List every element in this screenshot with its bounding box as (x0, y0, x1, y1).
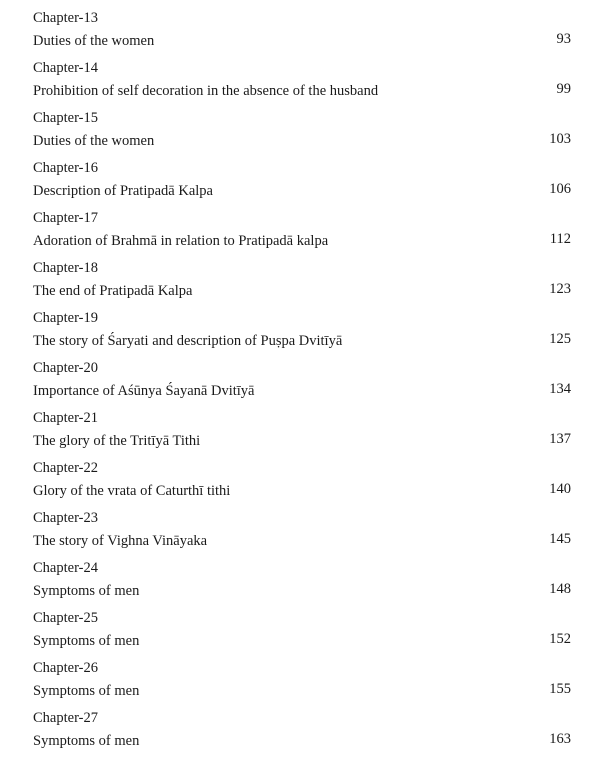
toc-entry-chapter-27 (0, 709, 600, 759)
chapter-title: Duties of the women (33, 33, 155, 49)
chapter-label: Chapter-18 (33, 260, 98, 276)
chapter-title: Symptoms of men (33, 583, 140, 599)
chapter-label: Chapter-23 (33, 510, 98, 526)
toc-entry-chapter-13 (0, 9, 600, 59)
chapter-label: Chapter-19 (33, 310, 98, 326)
toc-entry-chapter-24 (0, 559, 600, 609)
chapter-label: Chapter-24 (33, 560, 98, 576)
toc-entry-chapter-23 (0, 509, 600, 559)
page-number: 137 (549, 431, 571, 447)
chapter-label: Chapter-21 (33, 410, 98, 426)
chapter-title: Glory of the vrata of Caturthī tithi (33, 483, 231, 499)
chapter-label: Chapter-25 (33, 610, 98, 626)
page-number: 152 (549, 631, 571, 647)
page-number: 123 (549, 281, 571, 297)
toc-entry-chapter-14 (0, 59, 600, 109)
toc-entry-chapter-20 (0, 359, 600, 409)
toc-entry-chapter-16 (0, 159, 600, 209)
page-number: 112 (549, 231, 571, 247)
chapter-label: Chapter-16 (33, 160, 98, 176)
chapter-label: Chapter-22 (33, 460, 98, 476)
toc-entry-chapter-18 (0, 259, 600, 309)
chapter-label: Chapter-14 (33, 60, 98, 76)
page-number: 134 (549, 381, 571, 397)
chapter-label: Chapter-27 (33, 710, 98, 726)
page-number: 103 (549, 131, 571, 147)
page-number: 99 (556, 81, 571, 97)
chapter-title: Adoration of Brahmā in relation to Pratipadā kalpa (33, 233, 329, 249)
chapter-label: Chapter-26 (33, 660, 98, 676)
page-number: 125 (549, 331, 571, 347)
chapter-title: Duties of the women (33, 133, 155, 149)
chapter-title: Symptoms of men (33, 733, 140, 749)
toc-entry-chapter-26 (0, 659, 600, 709)
toc-entry-chapter-25 (0, 609, 600, 659)
chapter-title: The story of Vighna Vināyaka (33, 533, 208, 549)
page-number: 145 (549, 531, 571, 547)
chapter-title: Symptoms of men (33, 683, 140, 699)
chapter-label: Chapter-20 (33, 360, 98, 376)
chapter-title: The story of Śaryati and description of Puṣpa Dvitīyā (33, 333, 343, 349)
page-number: 93 (556, 31, 571, 47)
toc-entry-chapter-15 (0, 109, 600, 159)
toc-entry-chapter-22 (0, 459, 600, 509)
toc-entry-chapter-19 (0, 309, 600, 359)
chapter-title: Symptoms of men (33, 633, 140, 649)
page-number: 148 (549, 581, 571, 597)
chapter-title: Importance of Aśūnya Śayanā Dvitīyā (33, 383, 255, 399)
chapter-label: Chapter-13 (33, 10, 98, 26)
chapter-label: Chapter-15 (33, 110, 98, 126)
page-number: 163 (549, 731, 571, 747)
toc-entry-chapter-17 (0, 209, 600, 259)
page-number: 140 (549, 481, 571, 497)
chapter-title: The glory of the Tritīyā Tithi (33, 433, 201, 449)
page-number: 106 (549, 181, 571, 197)
chapter-title: Description of Pratipadā Kalpa (33, 183, 213, 199)
chapter-title: Prohibition of self decoration in the absence of the husband (33, 83, 379, 99)
toc-entry-chapter-21 (0, 409, 600, 459)
chapter-title: The end of Pratipadā Kalpa (33, 283, 193, 299)
chapter-label: Chapter-17 (33, 210, 98, 226)
page-number: 155 (549, 681, 571, 697)
